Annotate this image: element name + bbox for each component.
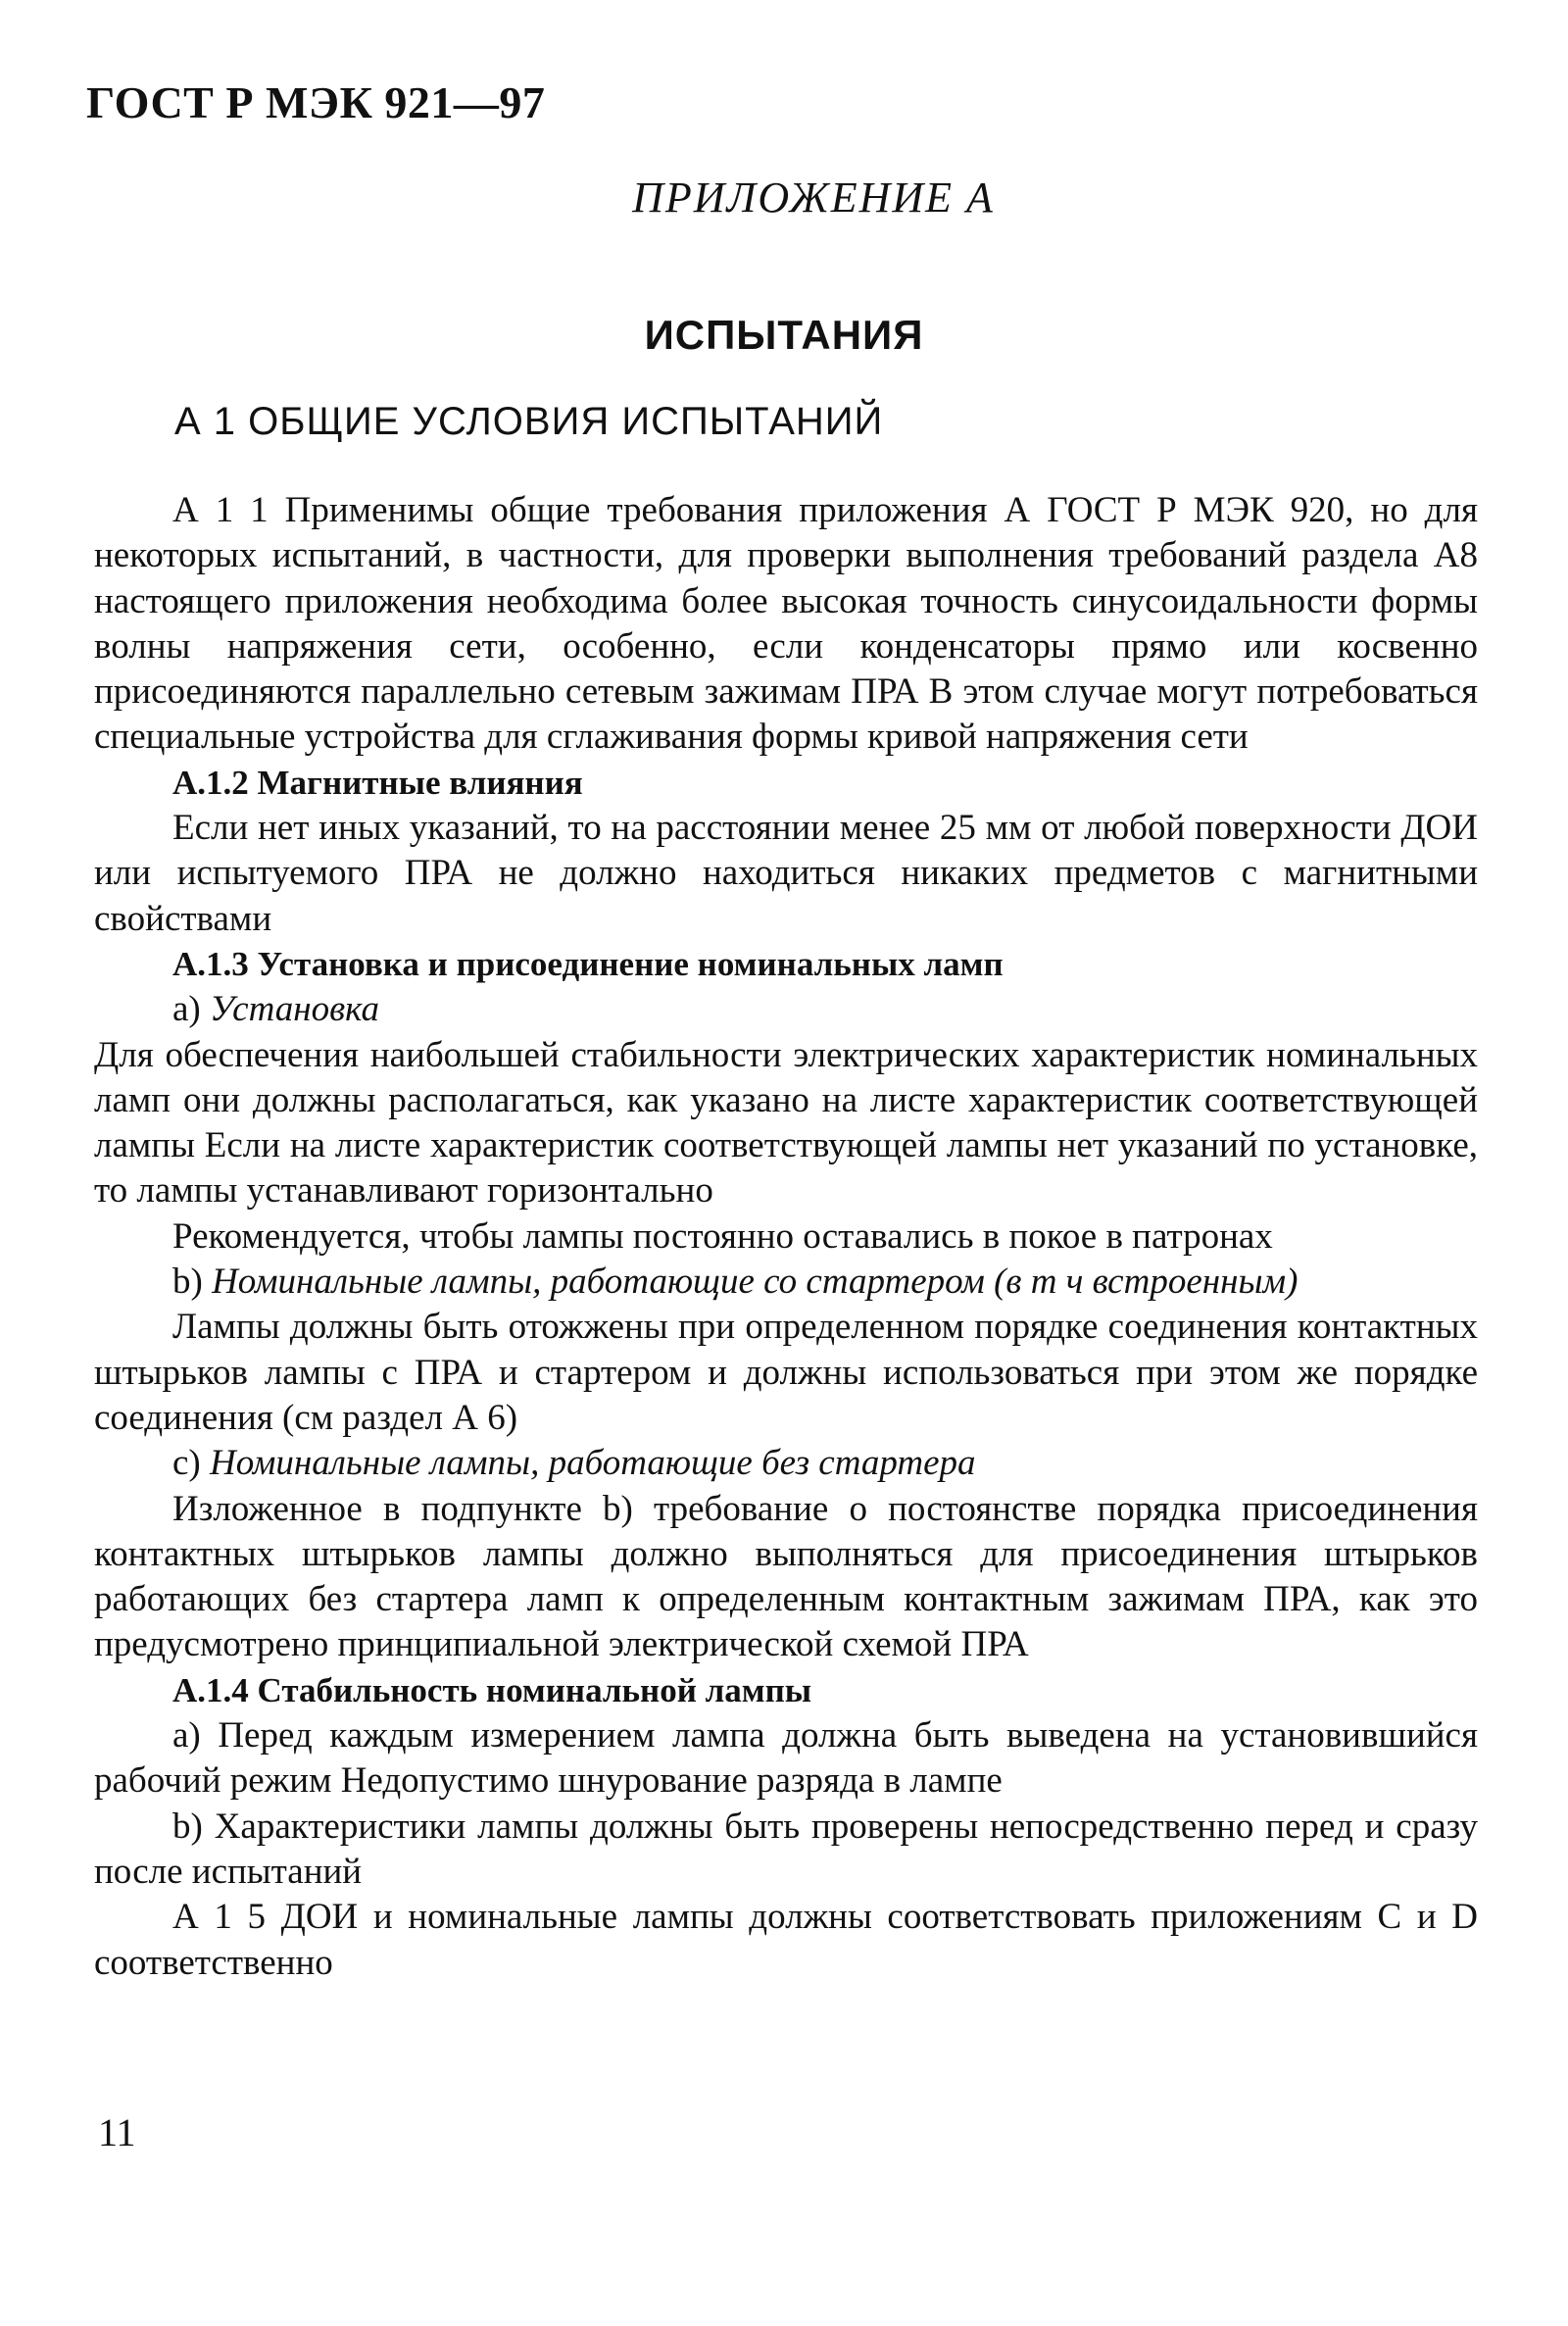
paragraph-a11: А 1 1 Применимы общие требования приложения А ГОСТ Р МЭК 920, но для некоторых испытаний, в частности, для проверки выполнения требований раздела А8 настоящего приложения необходима более высокая точность синусоидальности формы волны напряжения сети, особенно, если конденсаторы прямо или косвенно присоединяются параллельно сетевым зажимам ПРА В этом случае могут потребоваться специальные устройства для сглаживания формы кривой напряжения сети bbox=[94, 490, 1478, 758]
paragraph-a12: Если нет иных указаний, то на расстоянии менее 25 мм от любой поверхности ДОИ или испытуемого ПРА не должно находиться никаких предметов с магнитными свойствами bbox=[94, 808, 1478, 939]
appendix-label: ПРИЛОЖЕНИЕ А bbox=[632, 173, 995, 222]
page-title: ИСПЫТАНИЯ bbox=[644, 312, 924, 358]
paragraph-a13-a1: Для обеспечения наибольшей стабильности электрических характеристик номинальных ламп они должны располагаться, как указано на листе характеристик соответствующей лампы Если на листе характеристик соответствующей лампы нет указаний по установке, то лампы устанавливают горизонтально bbox=[94, 1034, 1478, 1212]
subsection-heading-a14: А.1.4 Стабильность номинальной лампы bbox=[172, 1670, 812, 1709]
item-letter: а) bbox=[172, 989, 201, 1030]
page-number: 11 bbox=[98, 2110, 136, 2154]
document-body bbox=[94, 488, 1478, 1986]
paragraph-a15: А 1 5 ДОИ и номинальные лампы должны соответствовать приложениям С и D соответственно bbox=[94, 1897, 1478, 1983]
item-letter: с) bbox=[172, 1443, 201, 1484]
paragraph-a14-b: b) Характеристики лампы должны быть проверены непосредственно перед и сразу после испытаний bbox=[94, 1806, 1478, 1892]
item-title: Номинальные лампы, работающие со стартером (в т ч встроенным) bbox=[212, 1262, 1298, 1303]
paragraph-a13-c: Изложенное в подпункте b) требование о постоянстве порядка присоединения контактных штырьков лампы должно выполняться для присоединения штырьков работающих без стартера ламп к определенным контактным зажимам ПРА, как это предусмотрено принципиальной электрической схемой ПРА bbox=[94, 1488, 1478, 1665]
paragraph-a13-a2: Рекомендуется, чтобы лампы постоянно оставались в покое в патронах bbox=[172, 1215, 1273, 1257]
section-heading: А 1 ОБЩИЕ УСЛОВИЯ ИСПЫТАНИЙ bbox=[174, 400, 884, 443]
paragraph-a14-a: а) Перед каждым измерением лампа должна быть выведена на установившийся рабочий режим Недопустимо шнурование разряда в лампе bbox=[94, 1715, 1478, 1802]
item-heading-a13-a bbox=[94, 987, 1478, 1032]
subsection-heading-a12: А.1.2 Магнитные влияния bbox=[172, 763, 583, 802]
document-code: ГОСТ Р МЭК 921—97 bbox=[86, 77, 546, 127]
item-title: Номинальные лампы, работающие без стартера bbox=[210, 1443, 976, 1484]
item-heading-a13-c bbox=[94, 1441, 1478, 1486]
subsection-heading-a13: А.1.3 Установка и присоединение номинальных ламп bbox=[172, 944, 1004, 983]
item-title: Установка bbox=[210, 989, 380, 1030]
paragraph-a13-b: Лампы должны быть отожжены при определенном порядке соединения контактных штырьков лампы с ПРА и стартером и должны использоваться при этом же порядке соединения (см раздел А 6) bbox=[94, 1307, 1478, 1438]
item-letter: b) bbox=[172, 1262, 203, 1303]
item-heading-a13-b bbox=[94, 1260, 1478, 1305]
